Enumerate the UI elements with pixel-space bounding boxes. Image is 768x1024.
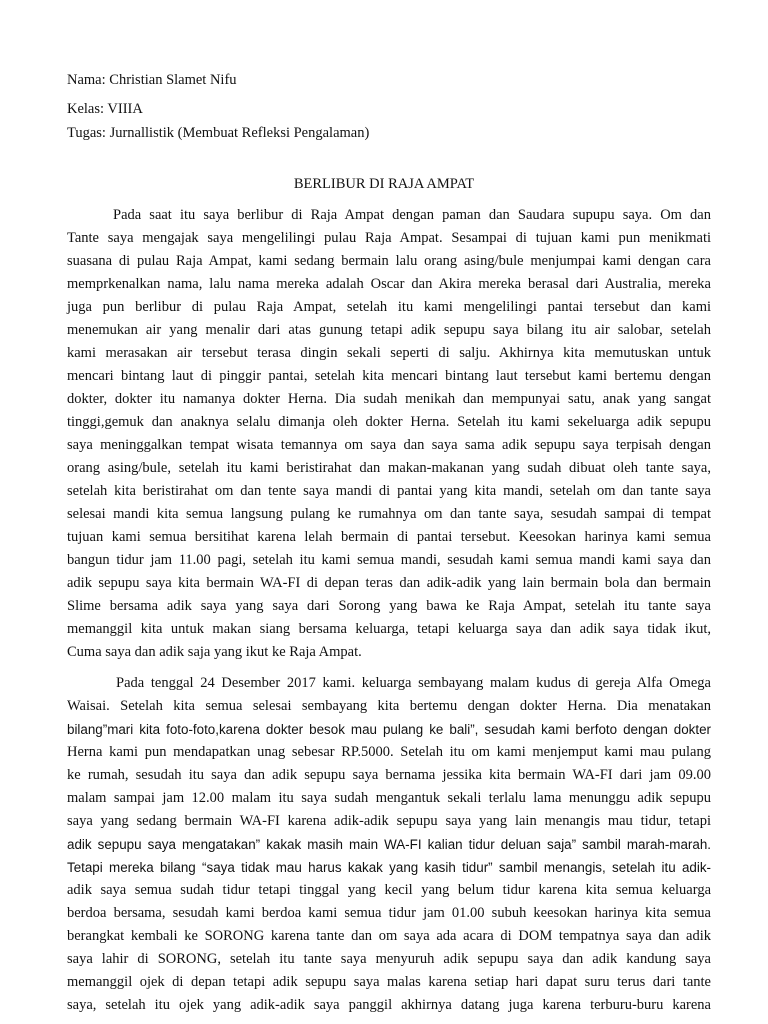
text-line: tinggi,gemuk dan anaknya selalu dimanja oleh dokter Herna. Setelah itu kami sekeluarga adik sepupu [67,414,711,430]
assignment: Tugas: Jurnallistik (Membuat Refleksi Pengalaman) [67,125,370,141]
text-line: adik sepupu saya kita bermain WA-FI di depan teras dan adik-adik yang lain bermain bola dan bermain [67,575,711,591]
text-line: setelah kita beristirahat om dan tente saya mandi di pantai yang kita mandi, setelah om dan tante saya [67,483,711,499]
text-line: memanggil ojek di depan tetapi adik sepupu saya malas karena setiap hari dapat suru terus dari tante [67,974,711,990]
text-line: saya meninggalkan tempat wisata temannya om saya dan saya sama adik sepupu saya terpisah dengan [67,437,711,453]
text-line: tujuan kami semua bersitihat karena lelah bermain di pantai tersebut. Keesokan harinya kami semua [67,529,711,545]
text-line: juga pun berlibur di pulau Raja Ampat, setelah itu kami mengelilingi pantai tersebut dan kami [67,299,711,315]
text-line: memanggil kita untuk makan siang bersama keluarga, tetapi keluarga saya dan adik saya tidak ikut, [67,621,711,637]
text-line: malam sampai jam 12.00 malam itu saya sudah mengantuk sekali terlalu lama menunggu adik sepupu [67,790,711,806]
text-line: mencari bintang laut di pinggir pantai, setelah kita mencari bintang laut tersebut kami bertemu dengan [67,368,711,384]
text-line: Herna kami pun mendapatkan unag sebesar RP.5000. Setelah itu om kami menjemput kami mau pulang [67,744,711,760]
student-class: Kelas: VIIIA [67,101,143,117]
text-line: adik saya semua sudah tidur tetapi tinggal yang kecil yang belum tidur karena kita semua keluarga [67,882,711,898]
text-line: Pada tenggal 24 Desember 2017 kami. keluarga sembayang malam kudus di gereja Alfa Omega [116,675,711,691]
text-line: berdoa bersama, sesudah kami berdoa kami semua tidur jam 01.00 subuh keesokan harinya kita semua [67,905,711,921]
student-name: Nama: Christian Slamet Nifu [67,72,237,88]
text-line: saya lahir di SORONG, setelah itu tante saya menyuruh adik sepupu saya dan adik kandung saya [67,951,711,967]
text-line: saya yang sedang bermain WA-FI karena adik-adik sepupu saya yang lain menangis mau tidur, tetapi [67,813,711,829]
text-line: Slime bersama adik saya yang saya dari Sorong yang bawa ke Raja Ampat, setelah itu tante saya [67,598,711,614]
text-line: berangkat kembali ke SORONG karena tante dan om saya ada acara di DOM tempatnya saya dan adik [67,928,711,944]
text-line: kami merasakan air tersebut terasa dingin sekali seperti di salju. Akhirnya kita memutuskan untuk [67,345,711,361]
text-line: Tante saya mengajak saya mengelilingi pulau Raja Ampat. Sesampai di tujuan kami pun menikmati [67,230,711,246]
text-line: memprkenalkan nama, lalu nama mereka adalah Oscar dan Akira mereka berasal dari Australia, mereka [67,276,711,292]
text-line: dokter, dokter itu namanya dokter Herna. Dia sudah menikah dan mempunyai satu, anak yang sangat [67,391,711,407]
text-line: Waisai. Setelah kita semua selesai sembayang kita bertemu dengan dokter Herna. Dia menatakan [67,698,711,714]
text-line: Pada saat itu saya berlibur di Raja Ampat dengan paman dan Saudara supupu saya. Om dan [113,207,711,223]
text-line: bilang”mari kita foto-foto,karena dokter besok mau pulang ke bali”, sesudah kami berfoto dengan dokter [67,722,711,737]
text-line: suasana di pulau Raja Ampat, kami sedang bermain lalu orang asing/bule menjumpai kami dengan cara [67,253,711,269]
text-line: selesai mandi kita semua langsung pulang ke rumahnya om dan tante saya, sesudah sampai di tempat [67,506,711,522]
text-line: orang asing/bule, setelah itu kami beristirahat dan makan-makanan yang sudah dibuat oleh tante saya, [67,460,711,476]
text-line: Cuma saya dan adik saja yang ikut ke Raja Ampat. [67,644,362,660]
text-line: adik sepupu saya mengatakan” kakak masih main WA-FI kalian tidur deluan saja” sambil marah-marah. [67,837,711,852]
text-line: saya, setelah itu ojek yang adik-adik saya panggil akhirnya datang juga karena terburu-buru karena [67,997,711,1013]
text-line: menemukan air yang menalir dari atas gunung tetapi adik sepupu saya bilang itu air salobar, setelah [67,322,711,338]
text-line: Tetapi mereka bilang “saya tidak mau harus kakak yang kasih tidur” sambil menangis, setelah itu adik- [67,860,711,875]
text-line: ke rumah, sesudah itu saya dan adik sepupu saya bernama jessika kita bermain WA-FI dari jam 09.00 [67,767,711,783]
document-title: BERLIBUR DI RAJA AMPAT [293,176,475,192]
text-line: bangun tidur jam 11.00 pagi, setelah itu kami semua mandi, sesudah kami semua mandi kami saya dan [67,552,711,568]
